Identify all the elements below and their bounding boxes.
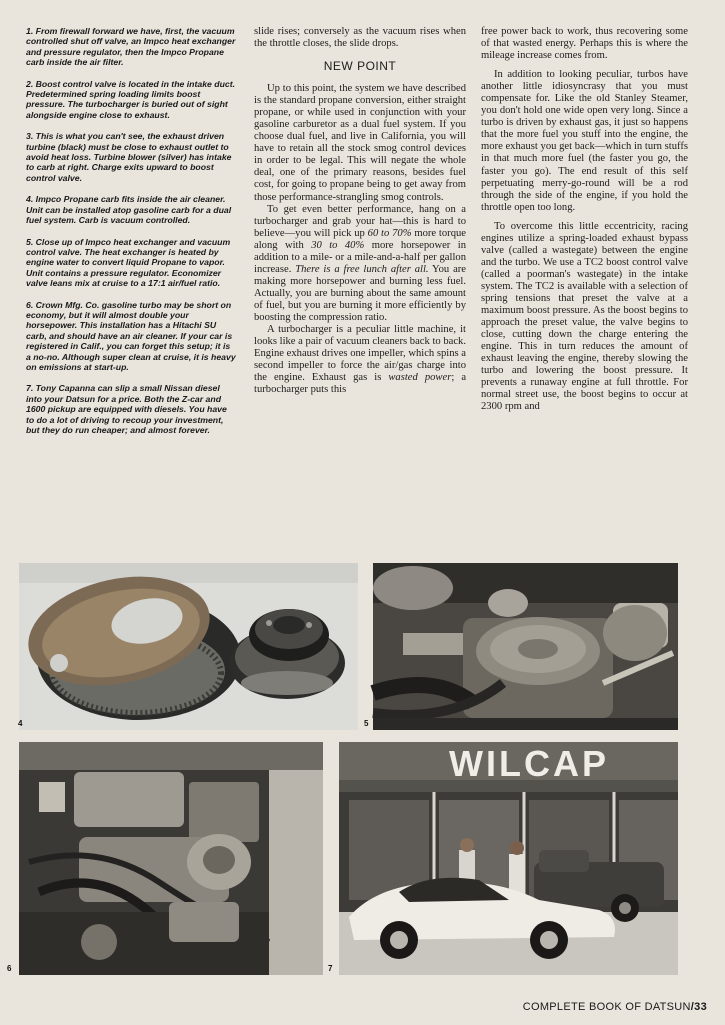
photo-heat-exchanger — [364, 563, 678, 730]
photo-number-6: 6 — [7, 964, 12, 973]
caption-5: 5. Close up of Impco heat exchanger and vacuum control valve. The heat exchanger is heated by engine water to convert liquid Propane to vapor. Unit contains a pressure regulator. Economizer valve leans mix at cruise to a 17:1 air/fuel ratio. — [26, 236, 231, 289]
footer-publication: COMPLETE BOOK OF DATSUN — [522, 1001, 691, 1013]
page-footer — [523, 1001, 707, 1013]
column2-lead: slide rises; conversely as the vacuum rises when the throttle closes, the slide drops. — [254, 26, 466, 50]
caption-2: 2. Boost control valve is located in the intake duct. Predetermined spring loading limits boost pressure. The turbocharger is buried out of sight alongside engine close to exhaust. — [26, 78, 236, 120]
article-column-3 — [481, 26, 688, 413]
section-heading: NEW POINT — [323, 59, 397, 74]
column3-lead: free power back to work, thus recovering some of that wasted energy. Perhaps this is where the mileage increase comes from. — [481, 26, 688, 62]
photo-number-4: 4 — [18, 719, 23, 728]
column2-paragraph-3: A turbocharger is a peculiar little machine, it looks like a pair of vacuum cleaners back to back. Engine exhaust drives one impeller, which spins a second impeller to force the air/gas charge into the engine. Exhaust gas is wasted power; a turbocharger puts this — [254, 324, 467, 396]
column3-paragraph-1: In addition to looking peculiar, turbos have another little idiosyncrasy that you must compensate for. Like the old Stanley Steamer, you don't hold one wide open very long. Since a turbo is driven by exhaust gas, it just so happens that the more fuel you stuff into the engine, the more exhaust you get back—which in turn stuffs in that much more fuel (the faster you go, the faster you go). The end result of this self perpetuating merry-go-round will be a rod through the side of the engine, if you hold the throttle open too long. — [481, 69, 688, 213]
photo-number-5: 5 — [364, 719, 369, 728]
column2-paragraph-1: Up to this point, the system we have described is the standard propane conversion, either straight propane, or while used in conjunction with your gasoline carburetor as a dual fuel system. If you choose dual fuel, and live in California, you will have to retain all the stock smog control devices in order to be legal. This will negate the whole deal, one of the primary reasons, besides fuel cost, for going to propane being to get away from those performance-strangling smog controls. — [254, 83, 466, 203]
photo-air-cleaner-carb — [19, 563, 358, 730]
caption-6: 6. Crown Mfg. Co. gasoline turbo may be short on economy, but it will almost double your horsepower. This installation has a Hitachi SU carb, and should have an air cleaner. If your car is registered in Calif., you can forget this setup; it is a no-no. Although super clean at cruise, it is heavy on emissions at start-up. — [26, 299, 236, 372]
photo-number-7: 7 — [328, 964, 333, 973]
caption-3: 3. This is what you can't see, the exhaust driven turbine (black) must be close to exhaust outlet to avoid heat loss. Turbine blower (silver) has intake to carb at right. Charge exits upward to boost control valve. — [26, 131, 232, 183]
captions-column — [26, 26, 236, 446]
photo-engine-bay — [7, 742, 323, 975]
photo-datsun-z-car — [328, 742, 678, 975]
article-column-2 — [254, 26, 466, 396]
column3-paragraph-2: To overcome this little eccentricity, racing engines utilize a spring-loaded exhaust bypass valve (called a wastegate) between the engine and the turbo. We use a TC2 boost control valve (called a poorman's wastegate) in the intake system. The TC2 is available with a selection of spring tensions that preset the valve at a maximum boost pressure. As the boost begins to approach the preset value, the valve begins to close, cutting down the charge entering the engine. This in turn reduces the amount of exhaust leaving the engine, thereby slowing the turbo and lowering the boost pressure. It prevents a runaway engine at full throttle. For normal street use, the boost begins to occur at 2300 rpm and — [481, 220, 688, 413]
caption-7: 7. Tony Capanna can slip a small Nissan diesel into your Datsun for a price. Both the Z-car and 1600 pickup are equipped with diesels. You have to do a lot of driving to recoup your investment, but they do run cheaper; and almost forever. — [26, 383, 227, 435]
caption-4: 4. Impco Propane carb fits inside the air cleaner. Unit can be installed atop gasoline carb for a dual fuel system. Carb is vacuum controlled. — [26, 194, 232, 226]
caption-1: 1. From firewall forward we have, first, the vacuum controlled shut off valve, an Impco heat exchanger and pressure regulator, then the Impco Propane carb inside the air filter. — [26, 26, 236, 68]
page-number: /33 — [690, 1001, 707, 1013]
column2-paragraph-2: To get even better performance, hang on a turbocharger and grab your hat—this is hard to believe—you will pick up 60 to 70% more torque along with 30 to 40% more horsepower in addition to a mile- or a mile-and-a-half per gallon increase. There is a free lunch after all. You are making more horsepower and burning less fuel. Actually, you are burning about the same amount of fuel, but you are burning it more efficiently by boosting the compression ratio. — [254, 203, 466, 323]
wilcap-sign: WILCAP — [449, 743, 609, 784]
